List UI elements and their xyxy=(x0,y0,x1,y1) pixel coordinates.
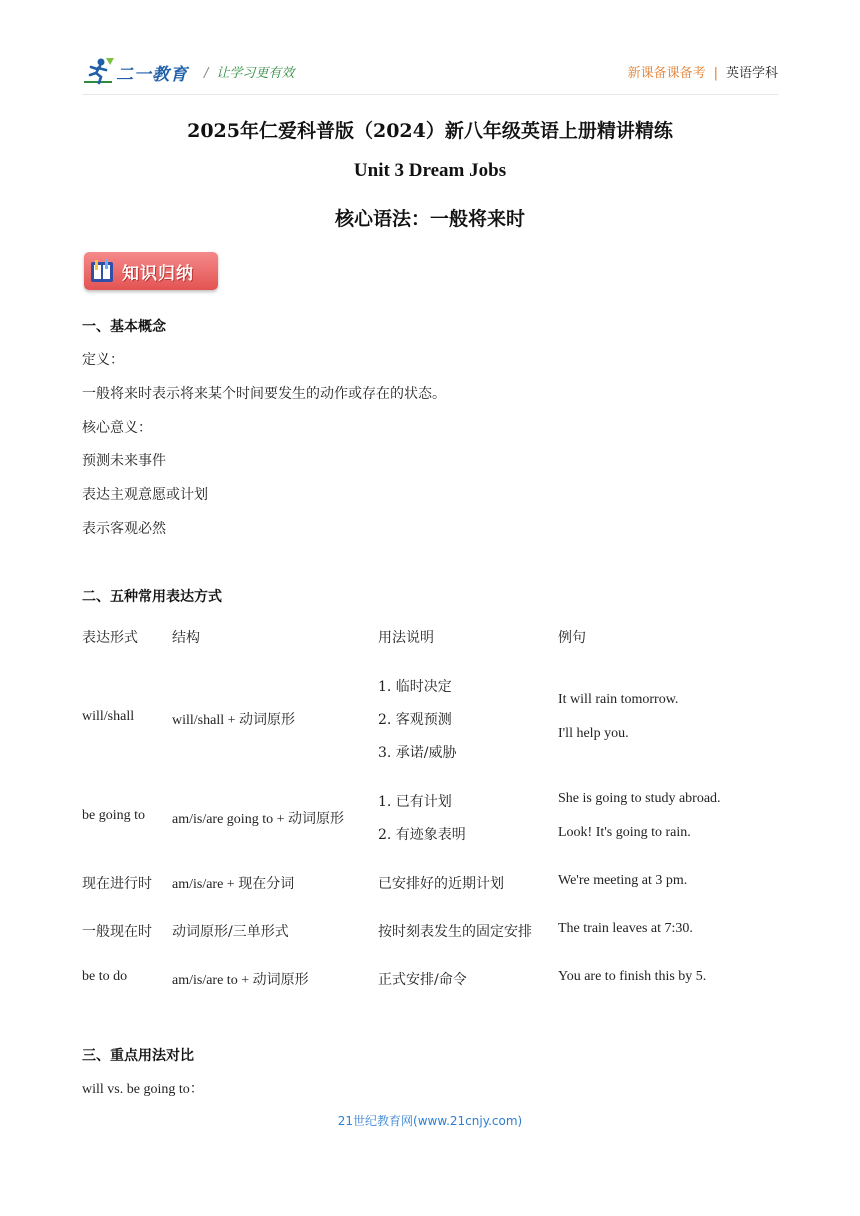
table-cell-example: The train leaves at 7:30. xyxy=(558,921,693,936)
knowledge-summary-badge xyxy=(84,252,218,290)
table-cell-form: be going to xyxy=(82,808,145,823)
document-title: 2025年仁爱科普版（2024）新八年级英语上册精讲精练 xyxy=(187,120,673,142)
table-cell-form: 现在进行时 xyxy=(82,876,152,892)
section-heading-3: 三、重点用法对比 xyxy=(82,1048,194,1064)
table-cell-form: 一般现在时 xyxy=(82,924,152,940)
meaning-label: 核心意义： xyxy=(82,420,152,436)
table-cell-form: be to do xyxy=(82,969,128,984)
table-cell-usage: 1. 临时决定 xyxy=(378,679,452,695)
section-heading-2: 二、五种常用表达方式 xyxy=(82,589,222,605)
table-cell-usage: 2. 有迹象表明 xyxy=(378,827,466,843)
table-cell-usage: 2. 客观预测 xyxy=(378,712,452,728)
table-cell-structure: am/is/are to + 动词原形 xyxy=(172,973,309,988)
table-cell-usage: 正式安排/命令 xyxy=(378,972,467,988)
table-cell-structure: 动词原形/三单形式 xyxy=(172,924,289,940)
table-cell-structure: will/shall + 动词原形 xyxy=(172,713,296,728)
table-cell-form: will/shall xyxy=(82,709,135,724)
table-cell-usage: 3. 承诺/威胁 xyxy=(378,745,457,761)
table-cell-example: You are to finish this by 5. xyxy=(558,969,707,984)
table-header-usage: 用法说明 xyxy=(378,630,434,646)
table-cell-structure: am/is/are + 现在分词 xyxy=(172,877,295,892)
subject-label: 英语学科 xyxy=(725,66,778,81)
unit-title: Unit 3 Dream Jobs xyxy=(353,160,507,181)
meaning-item: 表达主观意愿或计划 xyxy=(82,487,208,503)
definition-label: 定义： xyxy=(82,352,124,368)
table-header-example: 例句 xyxy=(558,630,586,646)
logo-text: 二一教育 xyxy=(116,65,188,85)
table-header-structure: 结构 xyxy=(172,630,200,646)
section-heading-1: 一、基本概念 xyxy=(82,319,166,335)
meaning-item: 表示客观必然 xyxy=(82,521,166,537)
book-icon xyxy=(90,258,114,284)
page-header xyxy=(82,52,778,92)
table-cell-example: It will rain tomorrow. xyxy=(558,692,679,707)
table-cell-usage: 按时刻表发生的固定安排 xyxy=(378,924,532,940)
header-divider xyxy=(82,94,778,95)
slogan: / 让学习更有效 xyxy=(204,66,295,81)
table-cell-usage: 1. 已有计划 xyxy=(378,794,452,810)
course-label: 新课备课备考 xyxy=(627,66,706,81)
meaning-item: 预测未来事件 xyxy=(82,453,166,469)
definition-text: 一般将来时表示将来某个时间要发生的动作或存在的状态。 xyxy=(82,386,446,402)
table-cell-structure: am/is/are going to + 动词原形 xyxy=(172,812,344,827)
table-header-form: 表达形式 xyxy=(82,630,138,646)
table-cell-example: I'll help you. xyxy=(558,726,629,741)
table-cell-example: We're meeting at 3 pm. xyxy=(558,873,688,888)
topic-title: 核心语法：一般将来时 xyxy=(334,208,525,230)
badge-label: 知识归纳 xyxy=(122,264,194,284)
table-cell-example: She is going to study abroad. xyxy=(558,791,721,806)
table-cell-usage: 已安排好的近期计划 xyxy=(378,876,504,892)
header-separator: | xyxy=(713,66,718,81)
slogan-text: 让学习更有效 xyxy=(216,66,295,81)
page-footer: 21世纪教育网(www.21cnjy.com) xyxy=(337,1114,523,1128)
comparison-intro: will vs. be going to： xyxy=(82,1082,204,1097)
header-right xyxy=(628,62,778,81)
table-cell-example: Look! It's going to rain. xyxy=(558,825,691,840)
